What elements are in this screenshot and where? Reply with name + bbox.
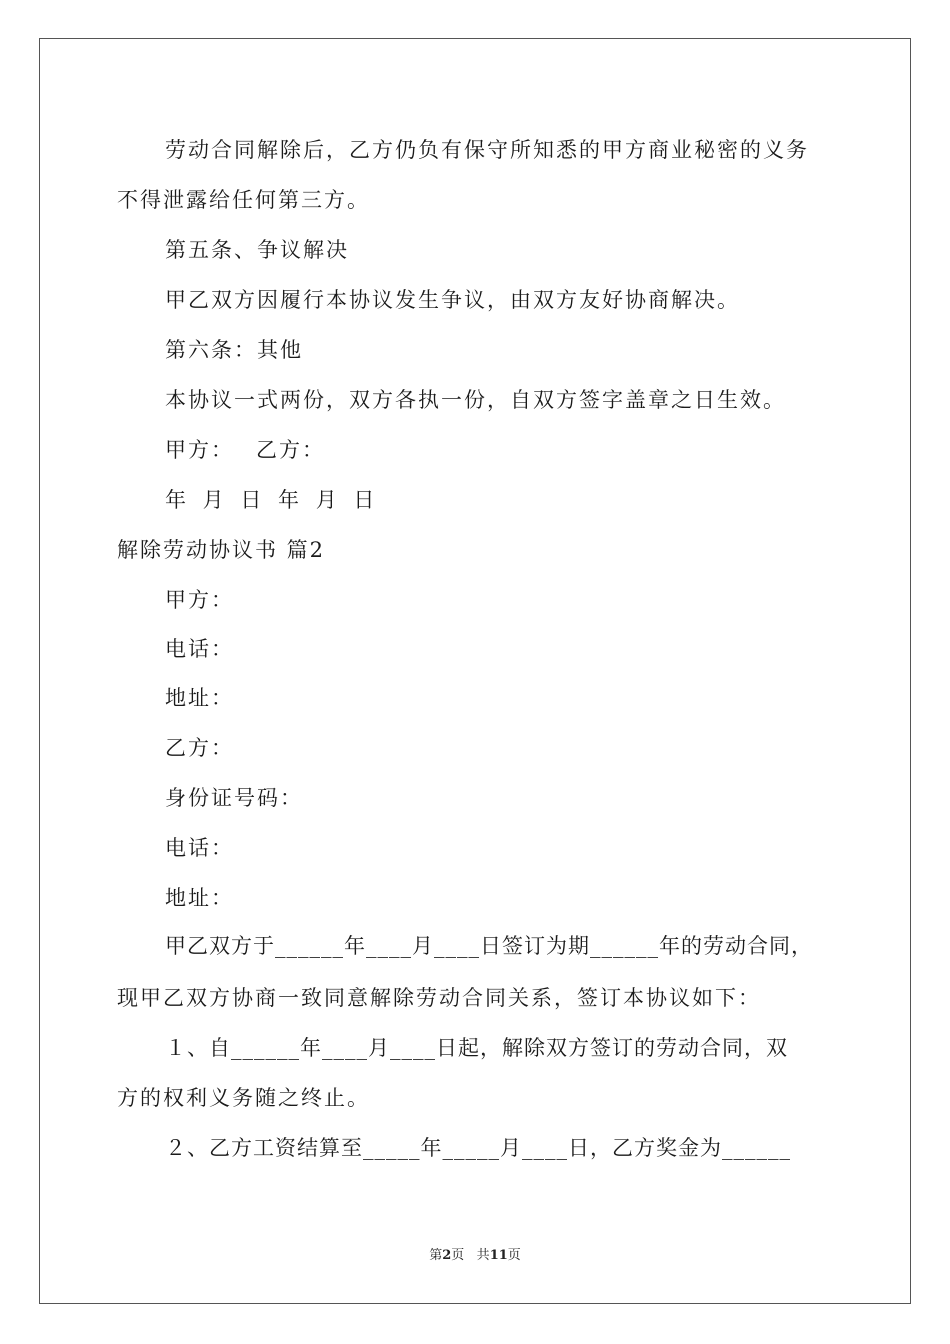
signature-party-b: 乙方： [256,438,325,462]
paragraph-line: 不得泄露给任何第三方。 [117,188,370,212]
article-heading: 第六条：其他 [165,338,303,362]
address-a-label: 地址： [165,686,234,710]
page-border [39,38,911,1304]
list-item-continuation: 方的权利义务随之终止。 [117,1086,370,1110]
total-suffix: 页 [507,1248,521,1263]
article-heading: 第五条、争议解决 [165,238,349,262]
page-number: 2 [442,1248,452,1263]
section-title: 解除劳动协议书 篇2 [117,538,326,562]
signature-line [165,437,325,463]
list-item: ２、乙方工资结算至_____年_____月____日，乙方奖金为______ [165,1136,791,1160]
phone-b-label: 电话： [165,836,234,860]
id-number-label: 身份证号码： [165,786,303,810]
paragraph-line: 劳动合同解除后，乙方仍负有保守所知悉的甲方商业秘密的义务 [165,138,809,162]
total-pages: 11 [489,1248,508,1263]
signature-party-a: 甲方： [165,438,234,462]
party-b-label: 乙方： [165,736,234,760]
page-prefix: 第 [429,1248,443,1263]
paragraph-line: 现甲乙双方协商一致同意解除劳动合同关系，签订本协议如下： [117,986,761,1010]
address-b-label: 地址： [165,886,234,910]
paragraph-line: 本协议一式两份，双方各执一份，自双方签字盖章之日生效。 [165,388,786,412]
paragraph-line: 甲乙双方因履行本协议发生争议，由双方友好协商解决。 [165,288,740,312]
list-item: １、自______年____月____日起，解除双方签订的劳动合同，双 [165,1036,788,1060]
paragraph-line: 甲乙双方于______年____月____日签订为期______年的劳动合同， [165,934,813,958]
date-line: 年 月 日 年 月 日 [165,488,377,512]
page-footer [0,1246,950,1266]
total-prefix: 共 [476,1248,490,1263]
phone-a-label: 电话： [165,637,234,661]
party-a-label: 甲方： [165,588,234,612]
page-suffix: 页 [451,1248,465,1263]
